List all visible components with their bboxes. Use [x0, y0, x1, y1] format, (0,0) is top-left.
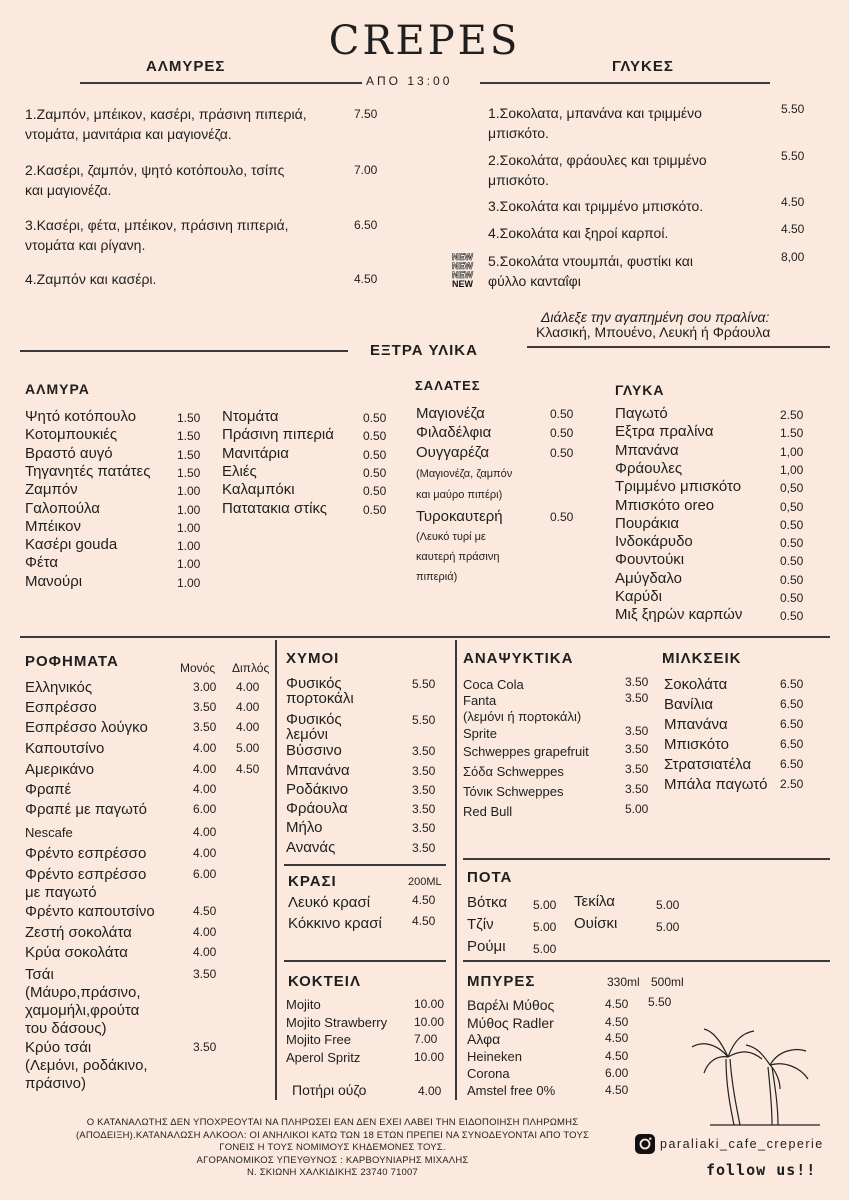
soft-drink-price: 3.50	[625, 762, 649, 776]
extras-sauces-heading: ΣΑΛΑΤΕΣ	[415, 378, 481, 393]
beer-heading: ΜΠΥΡΕΣ	[467, 973, 536, 990]
milkshake-price: 6.50	[780, 677, 804, 691]
beer-name: Βαρέλι Μύθος	[467, 997, 555, 1013]
hot-drink-double-price: 5.00	[236, 741, 260, 755]
salty-crepe-1-price: 7.50	[354, 107, 378, 121]
sauce-item-name: Μαγιονέζα	[416, 405, 485, 422]
soft-drink-price: 3.50	[625, 691, 649, 705]
new-badge-solid: NEW	[452, 279, 473, 289]
double-label: Διπλός	[232, 661, 270, 675]
extras-salty-item-price: 1.50	[177, 465, 201, 480]
extras-salty-item-price: 0.50	[363, 411, 387, 425]
sauce-item-name: Τυροκαυτερή	[416, 508, 503, 525]
sweet-crepe-4-price: 4.50	[781, 222, 805, 236]
beer-price-500: 5.50	[648, 995, 672, 1009]
hot-drink-name: Καπουτσίνο	[25, 740, 105, 757]
sauce-item-price: 0.50	[550, 510, 574, 524]
extras-salty-item-price: 1.00	[177, 539, 201, 554]
extras-salty-item-name: Βραστό αυγό	[25, 444, 113, 462]
salty-crepe-2-price: 7.00	[354, 163, 378, 177]
milkshake-price: 6.50	[780, 697, 804, 711]
extras-heading: ΕΞΤΡΑ ΥΛΙΚΑ	[370, 342, 478, 359]
column-divider-1	[275, 640, 277, 1100]
salty-crepe-4-text: 4.Ζαμπόν και κασέρι.	[25, 271, 157, 287]
spirit-name: Ουίσκι	[574, 915, 618, 932]
extras-salty-item-name: Ντομάτα	[222, 408, 279, 425]
juice-name: Φυσικός πορτοκάλι	[286, 675, 354, 707]
soft-drink-name: Fanta	[463, 693, 497, 708]
extras-salty-item-price: 0.50	[363, 447, 387, 462]
juices-heading: ΧΥΜΟΙ	[286, 650, 340, 667]
hot-drink-single-price: 4.00	[193, 846, 217, 860]
page-title: CREPES	[328, 18, 521, 64]
sweet-crepe-2-text: 2.Σοκολάτα, φράουλες και τριμμένο μπισκότο.	[488, 152, 707, 188]
milkshake-name: Μπισκότο	[664, 736, 729, 753]
soft-drink-name: Σόδα Schweppes	[463, 764, 564, 779]
cocktail-price: 10.00	[414, 1049, 445, 1064]
extras-salty-item-price: 1.50	[177, 429, 201, 444]
hot-drink-name: Κρύο τσάι (Λεμόνι, ροδάκινο, πράσινο)	[25, 1039, 148, 1092]
hot-drink-name: Φρέντο εσπρέσσο	[25, 845, 147, 862]
hot-drink-single-price: 4.00	[193, 825, 217, 839]
extras-sweet-item-name: Πουράκια	[615, 514, 680, 532]
cocktail-heading: ΚΟΚΤΕΙΛ	[288, 973, 361, 990]
extras-salty-item-price: 1.00	[177, 575, 201, 590]
opening-time: ΑΠΟ 13:00	[366, 74, 453, 88]
hot-drink-single-price: 3.50	[193, 967, 217, 981]
juice-price: 3.50	[412, 764, 436, 778]
spirit-name: Ρούμι	[467, 938, 506, 955]
sweet-crepe-3-price: 4.50	[781, 195, 805, 209]
beer-price-330: 6.00	[605, 1066, 629, 1080]
footer-line-3: ΓΟΝΕΙΣ Η ΤΟΥΣ ΝΟΜΙΜΟΥΣ ΚΗΔΕΜΟΝΕΣ ΤΟΥΣ.	[219, 1142, 446, 1153]
hot-drink-single-price: 3.50	[193, 1040, 217, 1054]
hot-drink-single-price: 3.00	[193, 680, 217, 694]
extras-sweet-item-name: Φουντούκι	[615, 551, 685, 569]
extras-sweet-item-name: Ινδοκάρυδο	[615, 533, 693, 551]
soft-drink-price: 3.50	[625, 742, 649, 756]
extras-sweet-item-price: 0.50	[780, 517, 804, 532]
extras-salty-item-name: Τηγανητές πατάτες	[25, 462, 151, 480]
hot-drink-single-price: 4.00	[193, 782, 217, 796]
milkshake-price: 6.50	[780, 757, 804, 771]
extras-salty-item-price: 1.00	[177, 484, 201, 499]
hot-drink-double-price: 4.50	[236, 762, 260, 776]
milkshake-price: 2.50	[780, 777, 804, 791]
hot-drink-name: Εσπρέσσο	[25, 699, 97, 716]
milkshake-name: Μπάλα παγωτό	[664, 776, 768, 793]
hot-drink-name: Αμερικάνο	[25, 761, 95, 778]
follow-us: follow us!!	[706, 1161, 817, 1179]
extras-sweet-item-price: 0.50	[780, 554, 804, 569]
soft-drink-name: Sprite	[463, 726, 497, 741]
section-divider	[20, 636, 830, 638]
cocktail-name: Mojito Free	[286, 1032, 352, 1047]
instagram-link[interactable]	[634, 1133, 824, 1155]
soft-drink-name: Red Bull	[463, 804, 513, 819]
extras-sweet-item-name: Μιξ ξηρών καρπών	[615, 606, 743, 624]
sweet-crepes-heading: ΓΛΥΚΕΣ	[612, 58, 674, 75]
extras-salty-item-name: Ελιές	[222, 462, 257, 480]
milkshake-price: 6.50	[780, 737, 804, 751]
juice-price: 3.50	[412, 783, 436, 797]
juice-price: 3.50	[412, 802, 436, 816]
new-badge-outline-2: NEW	[452, 261, 473, 271]
soft-drink-name: Schweppes grapefruit	[463, 744, 589, 759]
hot-drink-double-price: 4.00	[236, 680, 260, 694]
wine-name: Λευκό κρασί	[288, 894, 371, 911]
hot-drink-single-price: 4.00	[193, 762, 217, 776]
spirits-divider	[463, 858, 830, 860]
hot-drink-name: Κρύα σοκολάτα	[25, 944, 128, 961]
sweet-crepe-5-text: 5.Σοκολάτα ντουμπάι, φυστίκι και φύλλο κανταΐφι	[488, 253, 693, 289]
milkshake-price: 6.50	[780, 717, 804, 731]
cocktail-price: 7.00	[414, 1032, 438, 1046]
footer-line-2: (ΑΠΟΔΕΙΞΗ).ΚΑΤΑΝΑΛΩΣΗ ΑΛΚΟΟΛ: ΟΙ ΑΝΗΛΙΚΟΙ ΚΑΤΩ ΤΩΝ 18 ΕΤΩΝ ΠΡΕΠΕΙ ΝΑ ΣΥΝΟΔΕΥΟΝΤΑΙ ΑΠΟ ΤΟΥΣ	[75, 1129, 590, 1141]
spirit-price: 5.00	[533, 942, 557, 956]
sauce-item-name: Φιλαδέλφια	[416, 424, 492, 441]
extras-sweet-item-price: 1,00	[780, 462, 804, 477]
hot-drink-single-price: 6.00	[193, 802, 217, 816]
sweet-crepe-1-price: 5.50	[781, 102, 805, 116]
hot-drink-double-price: 4.00	[236, 700, 260, 714]
extras-sweet-item-name: Φράουλες	[615, 459, 683, 477]
milkshake-heading: ΜΙΛΚΣΕΙΚ	[662, 650, 742, 667]
ouzo-name: Ποτήρι ούζο	[292, 1082, 367, 1098]
beer-name: Amstel free 0%	[467, 1083, 556, 1098]
wine-unit: 200ML	[408, 876, 442, 888]
juice-name: Ανανάς	[286, 839, 336, 856]
hot-drink-single-price: 6.00	[193, 867, 217, 881]
cocktail-name: Mojito	[286, 997, 321, 1012]
beer-divider	[463, 960, 830, 962]
juice-price: 5.50	[412, 713, 436, 727]
extras-salty-item-price: 0.50	[363, 429, 387, 444]
extras-salty-item-name: Ψητό κοτόπουλο	[25, 408, 137, 425]
sauce-note-tirokafteri: (Λευκό τυρί με καυτερή πράσινη πιπεριά)	[416, 531, 500, 583]
milkshake-name: Σοκολάτα	[664, 676, 728, 693]
new-badge-outline-3: NEW	[452, 270, 473, 280]
cocktail-name: Mojito Strawberry	[286, 1014, 388, 1030]
sauce-item-price: 0.50	[550, 446, 574, 460]
beer-price-330: 4.50	[605, 1083, 629, 1097]
hot-drink-single-price: 4.00	[193, 741, 217, 755]
palm-tree-illustration	[690, 1025, 830, 1130]
extras-salty-item-name: Γαλοπούλα	[25, 499, 100, 517]
column-divider-2	[455, 640, 457, 1100]
juice-price: 3.50	[412, 821, 436, 835]
ouzo-price: 4.00	[418, 1084, 442, 1098]
extras-salty-item-price: 0.50	[363, 502, 387, 517]
soft-drink-name: (λεμόνι ή πορτοκάλι)	[463, 709, 582, 724]
juice-name: Βύσσινο	[286, 742, 342, 759]
beer-330-label: 330ml	[607, 975, 640, 989]
extras-salty-item-name: Κοτομπουκιές	[25, 426, 118, 444]
extras-sweet-item-price: 0.50	[780, 609, 804, 624]
spirit-price: 5.00	[656, 898, 680, 912]
extras-salty-item-price: 0.50	[363, 484, 387, 499]
cocktail-name: Aperol Spritz	[286, 1049, 361, 1065]
footer-notice	[40, 1117, 625, 1180]
extras-sweet-item-price: 0.50	[780, 536, 804, 551]
extras-salty-item-name: Μπέικον	[25, 517, 82, 535]
soft-drinks-heading: ΑΝΑΨΥΚΤΙΚΑ	[463, 650, 574, 667]
extras-sweet-item-price: 0,50	[780, 499, 804, 514]
wine-price: 4.50	[412, 914, 436, 928]
hot-drink-name: Εσπρέσσο λούγκο	[25, 719, 148, 736]
footer-line-4: ΑΓΟΡΑΝΟΜΙΚΟΣ ΥΠΕΥΘΥΝΟΣ : ΚΑΡΒΟΥΝΙΑΡΗΣ ΜΙΧΑΛΗΣ	[196, 1154, 469, 1166]
extras-divider-left	[20, 350, 348, 352]
beer-price-330: 4.50	[605, 1015, 629, 1029]
hot-drink-name: Ελληνικός	[25, 679, 93, 696]
extras-salty-item-name: Πατατακια στίκς	[222, 499, 328, 517]
soft-drink-name: Τόνικ Schweppes	[463, 784, 564, 799]
wine-heading: ΚΡΑΣΙ	[288, 873, 337, 890]
wine-price: 4.50	[412, 893, 436, 907]
hot-drink-double-price: 4.00	[236, 720, 260, 734]
spirit-name: Βότκα	[467, 894, 508, 911]
instagram-handle: paraliaki_cafe_creperie	[660, 1137, 824, 1151]
hot-drink-single-price: 4.00	[193, 925, 217, 939]
hot-drinks-heading: ΡΟΦΗΜΑΤΑ	[25, 653, 119, 670]
hot-drink-name: Φραπέ	[25, 781, 72, 798]
juice-name: Φράουλα	[286, 800, 348, 817]
extras-sweet-item-name: Καρύδι	[615, 588, 662, 605]
juice-name: Μήλο	[286, 819, 323, 836]
hot-drink-name: Φραπέ με παγωτό	[25, 801, 147, 818]
footer-line-1: Ο ΚΑΤΑΝΑΛΩΤΗΣ ΔΕΝ ΥΠΟΧΡΕΟΥΤΑΙ ΝΑ ΠΛΗΡΩΣΕΙ ΕΑΝ ΔΕΝ ΕΧΕΙ ΛΑΒΕΙ ΤΗΝ ΕΙΔΟΠΟΙΗΣΗ ΠΛΗΡΩΜΗΣ	[86, 1117, 579, 1128]
sweet-crepe-3-text: 3.Σοκολάτα και τριμμένο μπισκότο.	[488, 198, 704, 214]
new-badge	[452, 253, 473, 289]
beer-price-330: 4.50	[605, 1049, 629, 1063]
salty-crepe-3-text: 3.Κασέρι, φέτα, μπέικον, πράσινη πιπεριά, ντομάτα και ρίγανη.	[25, 217, 289, 253]
beer-name: Corona	[467, 1066, 510, 1081]
sweet-crepe-1-text: 1.Σοκολατα, μπανάνα και τριμμένο μπισκότο.	[488, 105, 702, 141]
extras-salty-item-name: Μανιτάρια	[222, 444, 289, 462]
extras-salty-item-name: Ζαμπόν	[25, 481, 78, 499]
extras-sweet-item-name: Τριμμένο μπισκότο	[615, 478, 742, 496]
extras-sweet-heading: ΓΛΥΚΑ	[615, 382, 665, 398]
beer-name: Αλφα	[467, 1031, 501, 1047]
soft-drink-name: Coca Cola	[463, 677, 524, 692]
milkshake-name: Μπανάνα	[664, 716, 728, 733]
salty-crepe-4-price: 4.50	[354, 272, 378, 286]
praline-title: Διάλεξε την αγαπημένη σου πραλίνα:	[541, 309, 770, 325]
extras-sweet-item-price: 0.50	[780, 572, 804, 587]
wine-name: Κόκκινο κρασί	[288, 915, 382, 932]
extras-sweet-item-name: Μπισκότο oreo	[615, 496, 715, 514]
sauce-item-price: 0.50	[550, 407, 574, 421]
single-label: Μονός	[180, 661, 216, 675]
juice-price: 5.50	[412, 677, 436, 691]
sweet-crepe-5-price: 8,00	[781, 250, 805, 264]
soft-drink-price: 3.50	[625, 724, 649, 738]
extras-salty-item-name: Πράσινη πιπεριά	[222, 426, 334, 444]
sweet-crepe-2-price: 5.50	[781, 149, 805, 163]
hot-drink-name: Ζεστή σοκολάτα	[25, 924, 132, 941]
salty-crepe-3-price: 6.50	[354, 218, 378, 232]
praline-divider	[527, 346, 830, 348]
hot-drink-name: Φρέντο εσπρέσσο με παγωτό	[25, 866, 147, 901]
extras-salty-item-price: 1.00	[177, 502, 201, 517]
new-badge-outline-1: NEW	[452, 252, 473, 262]
extras-salty-item-name: Μανούρι	[25, 572, 83, 590]
beer-name: Heineken	[467, 1049, 522, 1064]
extras-sweet-item-price: 1.50	[780, 426, 804, 441]
hot-drink-single-price: 3.50	[193, 720, 217, 734]
beer-500-label: 500ml	[651, 975, 684, 989]
extras-salty-item-price: 0.50	[363, 465, 387, 480]
extras-salty-item-price: 1.00	[177, 520, 201, 535]
extras-salty-item-price: 1.50	[177, 411, 201, 425]
juice-name: Φυσικός λεμόνι	[286, 711, 342, 743]
extras-sweet-item-name: Εξτρα πραλίνα	[615, 423, 714, 441]
soft-drink-price: 3.50	[625, 675, 649, 689]
salty-crepe-2-text: 2.Κασέρι, ζαμπόν, ψητό κοτόπουλο, τσίπς και μαγιονέζα.	[25, 162, 285, 198]
spirit-price: 5.00	[656, 920, 680, 934]
milkshake-name: Στρατσιατέλα	[664, 756, 752, 773]
spirit-name: Τζίν	[467, 916, 494, 933]
beer-price-330: 4.50	[605, 1031, 629, 1045]
soft-drink-price: 5.00	[625, 802, 649, 816]
hot-drink-single-price: 3.50	[193, 700, 217, 714]
salty-crepe-1-text: 1.Ζαμπόν, μπέικον, κασέρι, πράσινη πιπεριά, ντομάτα, μανιτάρια και μαγιονέζα.	[25, 106, 307, 142]
extras-sweet-item-price: 0.50	[780, 591, 804, 605]
extras-salty-item-name: Φέτα	[25, 554, 59, 572]
sweet-crepe-4-text: 4.Σοκολάτα και ξηροί καρποί.	[488, 225, 669, 241]
header-divider-left	[80, 82, 362, 84]
spirit-price: 5.00	[533, 920, 557, 934]
juice-name: Ροδάκινο	[286, 781, 349, 798]
spirit-price: 5.00	[533, 898, 557, 912]
beer-name: Μύθος Radler	[467, 1015, 554, 1031]
salty-crepes-heading: ΑΛΜΥΡΕΣ	[146, 58, 226, 75]
extras-salty-item-name: Καλαμπόκι	[222, 481, 295, 499]
beer-price-330: 4.50	[605, 997, 629, 1011]
extras-salty-item-price: 1.50	[177, 447, 201, 462]
cocktail-divider	[284, 960, 446, 962]
extras-sweet-item-price: 2.50	[780, 408, 804, 422]
wine-divider	[284, 864, 446, 866]
extras-sweet-item-price: 0,50	[780, 481, 804, 496]
sauce-item-price: 0.50	[550, 426, 574, 440]
header-divider-right	[480, 82, 770, 84]
soft-drink-price: 3.50	[625, 782, 649, 796]
hot-drink-name: Φρέντο καπουτσίνο	[25, 903, 155, 920]
juice-name: Μπανάνα	[286, 762, 350, 779]
extras-sweet-item-name: Παγωτό	[615, 405, 668, 422]
instagram-icon	[634, 1133, 656, 1155]
sauce-note-hungarian: (Μαγιονέζα, ζαμπόν και μαύρο πιπέρι)	[416, 468, 513, 501]
extras-sweet-item-name: Αμύγδαλο	[615, 569, 682, 587]
extras-salty-item-name: Κασέρι gouda	[25, 536, 118, 554]
spirits-heading: ΠΟΤΑ	[467, 869, 513, 886]
extras-salty-heading: ΑΛΜΥΡΑ	[25, 381, 90, 397]
praline-options: Κλασική, Μπουένο, Λευκή ή Φράουλα	[536, 324, 771, 340]
extras-sweet-item-name: Μπανάνα	[615, 441, 679, 459]
extras-salty-item-price: 1.00	[177, 557, 201, 572]
extras-sweet-item-price: 1,00	[780, 444, 804, 459]
hot-drink-name: Nescafe	[25, 825, 73, 840]
cocktail-price: 10.00	[414, 997, 445, 1011]
hot-drink-name: Τσάι (Μάυρο,πράσινο, χαμομήλι,φρούτα του δάσους)	[25, 966, 141, 1037]
hot-drink-single-price: 4.50	[193, 904, 217, 918]
cocktail-price: 10.00	[414, 1014, 445, 1029]
juice-price: 3.50	[412, 744, 436, 758]
spirit-name: Τεκίλα	[574, 893, 615, 910]
milkshake-name: Βανίλια	[664, 696, 714, 713]
sauce-item-name: Ουγγαρέζα	[416, 444, 490, 461]
juice-price: 3.50	[412, 841, 436, 855]
footer-line-5: Ν. ΣΚΙΩΝΗ ΧΑΛΚΙΔΙΚΗΣ 23740 71007	[246, 1167, 418, 1178]
hot-drink-single-price: 4.00	[193, 945, 217, 959]
